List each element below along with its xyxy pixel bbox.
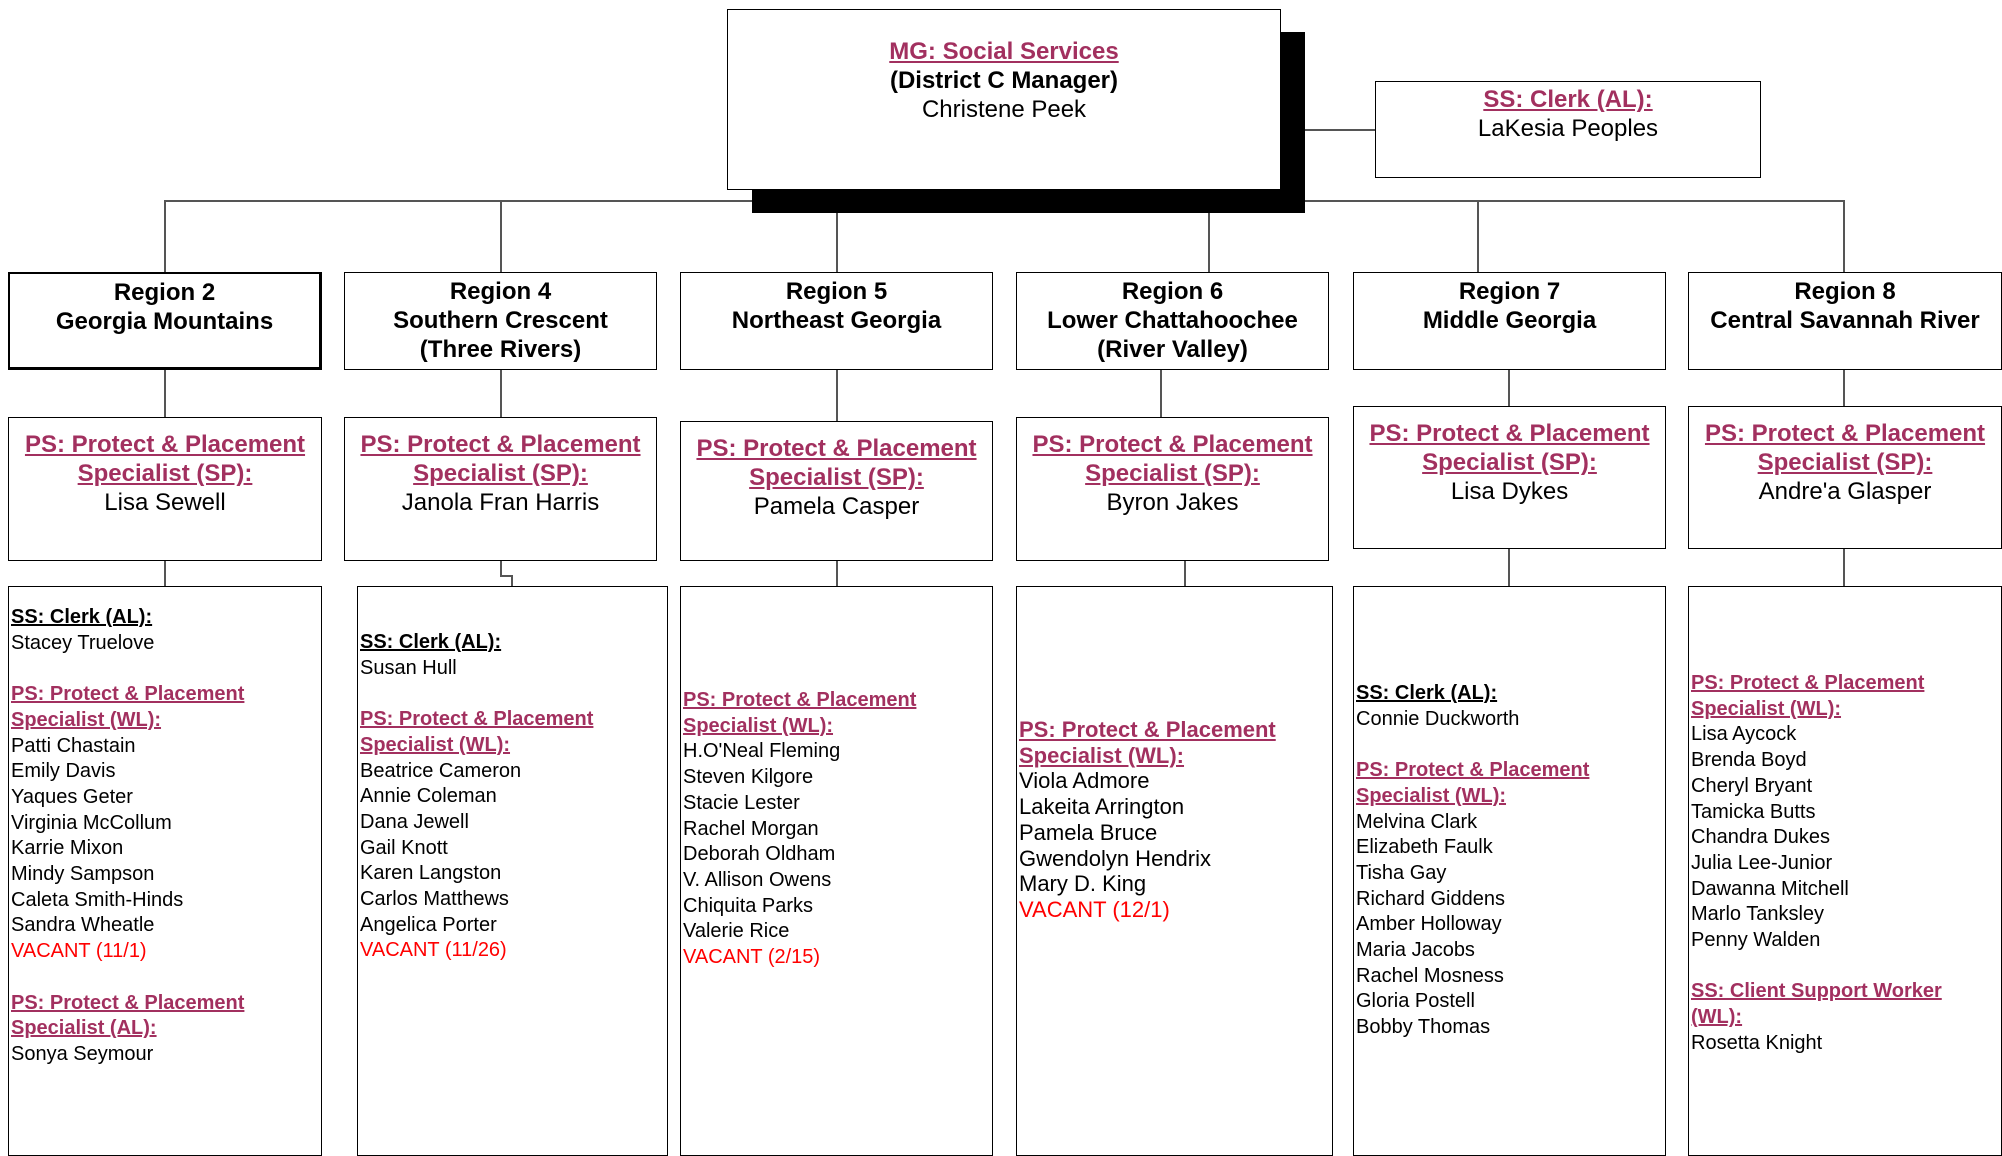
manager-box [727, 9, 1281, 190]
staff-member: Gail Knott [360, 836, 448, 859]
staff-member: Sandra Wheatle [11, 914, 155, 937]
sp-2-staff-connector [164, 561, 166, 586]
region-6-staff-box [1016, 586, 1333, 1156]
staff-member: Lakeita Arrington [1019, 794, 1185, 820]
region-7-sp-name: Lisa Dykes [1450, 478, 1569, 505]
region-7-sp-title-2: Specialist (SP): [1422, 449, 1597, 476]
region-6-sp-connector [1160, 370, 1162, 417]
sp-7-staff-connector [1508, 549, 1510, 586]
sp-4-staff-connector-c [511, 575, 513, 586]
sp-8-staff-connector [1843, 549, 1845, 586]
region-6-box [1016, 272, 1329, 370]
staff-member: Stacey Truelove [11, 631, 155, 654]
staff-member: H.O'Neal Fleming [683, 740, 841, 763]
staff-member: Dana Jewell [360, 810, 469, 833]
region-7-sp-title-1: PS: Protect & Placement [1369, 420, 1650, 447]
region-8-sp-title-1: PS: Protect & Placement [1704, 420, 1986, 447]
region-5-sp-connector [836, 370, 838, 421]
staff-member: Yaques Geter [11, 785, 133, 808]
region-8-name: Central Savannah River [1710, 307, 1980, 334]
staff-member: Tamicka Butts [1691, 800, 1816, 823]
region-6-sp-box [1016, 417, 1329, 561]
staff-member: Dawanna Mitchell [1691, 877, 1849, 900]
region-4-number: Region 4 [449, 278, 552, 305]
region-5-sp-title-1: PS: Protect & Placement [696, 435, 977, 462]
staff-member: Connie Duckworth [1356, 707, 1520, 730]
region-7-sp-box [1353, 406, 1666, 549]
region-2-connector [164, 200, 166, 272]
region-2-sp-title-1: PS: Protect & Placement [24, 431, 306, 458]
staff-member: Julia Lee-Junior [1691, 851, 1833, 874]
region-6-name: Lower Chattahoochee [1047, 307, 1298, 334]
staff-member: Sonya Seymour [11, 1042, 154, 1065]
region-8-connector [1843, 200, 1845, 272]
manager-name: Christene Peek [921, 96, 1087, 123]
region-5-box [680, 272, 993, 370]
region-8-sp-title-2: Specialist (SP): [1757, 449, 1933, 476]
staff-member: Mindy Sampson [11, 863, 155, 886]
staff-member: Cheryl Bryant [1691, 774, 1813, 797]
staff-member: Gwendolyn Hendrix [1019, 845, 1211, 871]
staff-member: Viola Admore [1019, 768, 1150, 794]
staff-member: Karen Langston [360, 862, 502, 885]
region-4-staff-box [357, 586, 668, 1156]
sp-6-staff-connector [1184, 561, 1186, 586]
region-6-sp-title-1: PS: Protect & Placement [1032, 431, 1313, 458]
section-title: Specialist (WL): [11, 708, 162, 731]
staff-member: Deborah Oldham [683, 843, 836, 866]
region-2-box [8, 272, 322, 370]
staff-member: Gloria Postell [1356, 990, 1475, 1013]
staff-member: Caleta Smith-Hinds [11, 888, 184, 911]
region-6-alias: (River Valley) [1097, 336, 1248, 363]
section-title: SS: Clerk (AL): [360, 631, 502, 653]
section-title: Specialist (WL): [683, 714, 834, 737]
region-4-sp-title-1: PS: Protect & Placement [360, 431, 641, 458]
region-7-number: Region 7 [1458, 278, 1561, 305]
staff-member: Rachel Mosness [1356, 964, 1504, 987]
section-title: Specialist (WL): [1019, 742, 1185, 768]
staff-member: Steven Kilgore [683, 766, 814, 789]
region-5-number: Region 5 [785, 278, 888, 305]
section-title: SS: Client Support Worker [1691, 980, 1942, 1003]
staff-member: Virginia McCollum [11, 811, 172, 834]
region-4-sp-title-2: Specialist (SP): [413, 460, 588, 487]
vacant-position: VACANT (11/26) [360, 939, 507, 962]
region-2-sp-name: Lisa Sewell [104, 489, 226, 516]
staff-member: Brenda Boyd [1691, 749, 1807, 772]
district-clerk-box [1375, 81, 1761, 178]
section-title: Specialist (WL): [360, 733, 511, 756]
region-8-sp-connector [1843, 370, 1845, 406]
region-2-sp-connector [164, 370, 166, 417]
staff-member: Pamela Bruce [1019, 819, 1158, 845]
section-title: Specialist (WL): [1691, 697, 1842, 720]
staff-member: Patti Chastain [11, 734, 136, 757]
staff-member: Annie Coleman [360, 785, 497, 808]
staff-member: Melvina Clark [1356, 810, 1478, 833]
region-5-sp-box [680, 421, 993, 561]
staff-member: Karrie Mixon [11, 837, 124, 860]
section-spacer [11, 965, 321, 991]
region-7-connector [1477, 200, 1479, 272]
section-title: SS: Clerk (AL): [1356, 682, 1498, 704]
staff-member: Tisha Gay [1356, 861, 1447, 884]
section-title: SS: Clerk (AL): [11, 606, 153, 628]
region-6-sp-name: Byron Jakes [1106, 489, 1239, 516]
staff-member: Maria Jacobs [1356, 939, 1475, 962]
region-8-sp-name: Andre'a Glasper [1758, 478, 1932, 505]
region-2-sp-box [8, 417, 322, 561]
staff-member: Angelica Porter [360, 913, 497, 936]
sp-5-staff-connector [836, 561, 838, 586]
manager-title: MG: Social Services [889, 38, 1119, 65]
vacant-position: VACANT (12/1) [1019, 896, 1170, 922]
region-2-name: Georgia Mountains [55, 308, 274, 335]
staff-member: Lisa Aycock [1691, 723, 1797, 746]
district-clerk-title: SS: Clerk (AL): [1483, 86, 1653, 113]
region-4-box [344, 272, 657, 370]
section-title: PS: Protect & Placement [360, 708, 594, 731]
region-4-sp-name: Janola Fran Harris [401, 489, 600, 516]
region-7-staff-box [1353, 586, 1666, 1156]
section-title: (WL): [1691, 1006, 1743, 1029]
section-title: PS: Protect & Placement [11, 991, 245, 1014]
region-5-sp-name: Pamela Casper [753, 493, 920, 520]
region-4-sp-box [344, 417, 657, 561]
section-spacer [360, 681, 667, 707]
sp-4-staff-connector-a [500, 561, 502, 575]
staff-member: Chandra Dukes [1691, 826, 1830, 849]
section-spacer [1691, 954, 2001, 980]
region-2-number: Region 2 [113, 279, 216, 306]
region-5-name: Northeast Georgia [731, 307, 942, 334]
staff-member: Valerie Rice [683, 920, 790, 943]
region-7-name: Middle Georgia [1422, 307, 1597, 334]
section-title: PS: Protect & Placement [11, 683, 245, 706]
section-title: PS: Protect & Placement [1691, 672, 1925, 694]
region-5-staff-box [680, 586, 993, 1156]
staff-member: Marlo Tanksley [1691, 903, 1825, 926]
section-spacer [11, 656, 321, 682]
staff-member: Bobby Thomas [1356, 1016, 1491, 1039]
region-8-box [1688, 272, 2002, 370]
staff-member: Penny Walden [1691, 929, 1821, 952]
district-clerk-name: LaKesia Peoples [1477, 115, 1659, 142]
manager-subtitle: (District C Manager) [889, 67, 1119, 94]
region-4-name: Southern Crescent [393, 307, 608, 334]
staff-member: Stacie Lester [683, 791, 800, 814]
region-4-alias: (Three Rivers) [419, 336, 582, 363]
staff-member: Richard Giddens [1356, 887, 1505, 910]
staff-member: Mary D. King [1019, 871, 1147, 897]
staff-member: Chiquita Parks [683, 894, 814, 917]
region-2-staff-box [8, 586, 322, 1156]
vacant-position: VACANT (11/1) [11, 940, 147, 963]
region-6-sp-title-2: Specialist (SP): [1085, 460, 1260, 487]
region-8-staff-box [1688, 586, 2002, 1156]
region-2-sp-title-2: Specialist (SP): [77, 460, 253, 487]
section-title: PS: Protect & Placement [1356, 759, 1590, 782]
section-title: Specialist (AL): [11, 1017, 157, 1040]
section-title: PS: Protect & Placement [683, 689, 917, 711]
staff-member: Susan Hull [360, 656, 457, 679]
region-4-sp-connector [500, 370, 502, 417]
region-7-box [1353, 272, 1666, 370]
section-title: Specialist (WL): [1356, 784, 1507, 807]
region-8-sp-box [1688, 406, 2002, 549]
region-8-number: Region 8 [1794, 278, 1896, 305]
vacant-position: VACANT (2/15) [683, 946, 821, 969]
staff-member: Rosetta Knight [1691, 1031, 1823, 1054]
region-7-sp-connector [1508, 370, 1510, 406]
staff-member: Carlos Matthews [360, 888, 509, 911]
section-spacer [1356, 732, 1665, 758]
staff-member: Amber Holloway [1356, 913, 1502, 936]
section-title: PS: Protect & Placement [1019, 717, 1276, 742]
region-4-connector [500, 200, 502, 272]
region-6-number: Region 6 [1121, 278, 1224, 305]
staff-member: Rachel Morgan [683, 817, 819, 840]
staff-member: V. Allison Owens [683, 868, 832, 891]
staff-member: Beatrice Cameron [360, 759, 522, 782]
staff-member: Emily Davis [11, 760, 116, 783]
region-5-sp-title-2: Specialist (SP): [749, 464, 924, 491]
staff-member: Elizabeth Faulk [1356, 836, 1493, 859]
